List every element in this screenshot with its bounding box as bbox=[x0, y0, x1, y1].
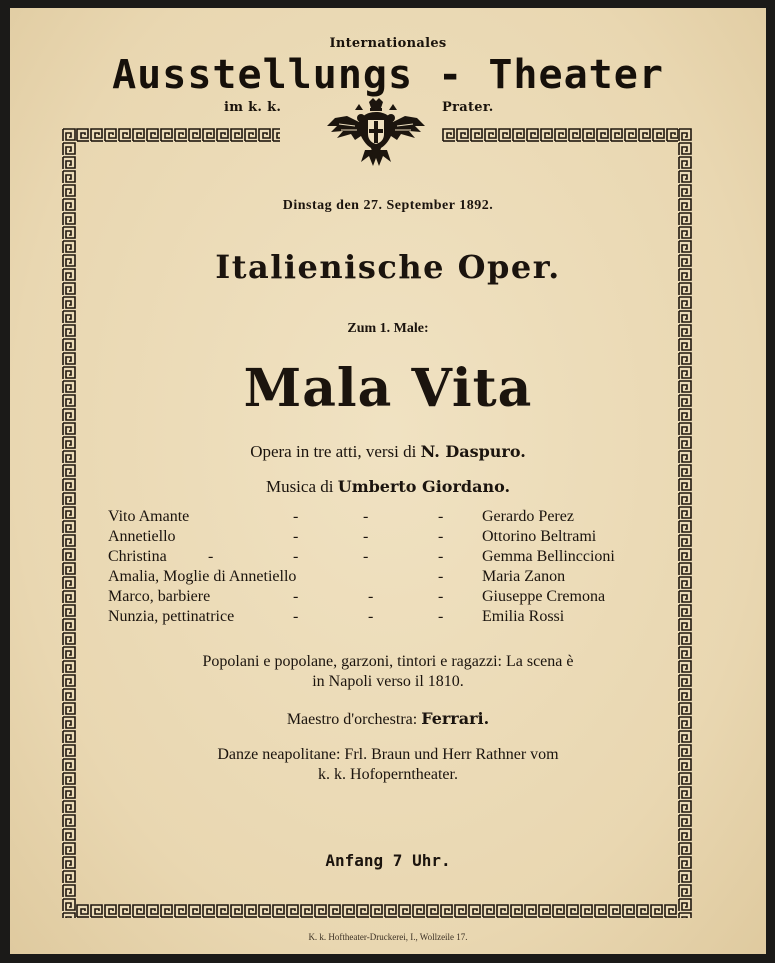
libretto-credit bbox=[10, 442, 766, 462]
cast-dash: - bbox=[368, 608, 374, 625]
cast-dash: - bbox=[438, 588, 444, 605]
conductor-credit bbox=[10, 709, 766, 729]
printer-imprint: K. k. Hoftheater-Druckerei, I., Wollzeile 17. bbox=[308, 932, 468, 942]
border-top-left bbox=[62, 128, 280, 142]
cast-role: Amalia, Moglie di Annetiello bbox=[108, 568, 297, 585]
chorus-note-line-2: in Napoli verso il 1810. bbox=[312, 673, 464, 690]
cast-dash: - bbox=[438, 608, 444, 625]
cast-row bbox=[108, 528, 668, 548]
header-kicker: Internationales bbox=[329, 36, 447, 51]
cast-dash: - bbox=[368, 588, 374, 605]
dance-credit-line-2: k. k. Hofoperntheater. bbox=[318, 766, 458, 783]
cast-singer: Gemma Bellinccioni bbox=[482, 548, 615, 565]
dance-credit bbox=[10, 745, 766, 785]
cast-dash: - bbox=[438, 528, 444, 545]
music-prefix: Musica di bbox=[265, 477, 334, 496]
composer-name: Umberto Giordano. bbox=[337, 477, 511, 496]
theater-title: Ausstellungs - Theater bbox=[112, 52, 664, 98]
cast-row bbox=[108, 548, 668, 568]
cast-row bbox=[108, 588, 668, 608]
performance-date: Dinstag den 27. September 1892. bbox=[282, 198, 494, 213]
cast-dash: - bbox=[438, 568, 444, 585]
cast-dash: - bbox=[293, 608, 299, 625]
cast-row bbox=[108, 608, 668, 628]
cast-dash: - bbox=[293, 508, 299, 525]
company-heading: Italienische Oper. bbox=[215, 248, 561, 286]
cast-role: Nunzia, pettinatrice bbox=[108, 608, 235, 625]
opera-title: Mala Vita bbox=[243, 358, 533, 419]
cast-row bbox=[108, 508, 668, 528]
header-sub-right: Prater. bbox=[442, 100, 494, 115]
conductor-prefix: Maestro d'orchestra: bbox=[286, 711, 418, 728]
cast-row bbox=[108, 568, 668, 588]
cast-singer: Ottorino Beltrami bbox=[482, 528, 597, 545]
chorus-note-line-1: Popolani e popolane, garzoni, tintori e ragazzi: La scena è bbox=[202, 653, 574, 670]
cast-dash: - bbox=[363, 508, 369, 525]
border-bottom bbox=[62, 904, 692, 918]
border-top-right bbox=[442, 128, 692, 142]
cast-dash: - bbox=[363, 528, 369, 545]
cast-singer: Emilia Rossi bbox=[482, 608, 565, 625]
cast-role: Marco, barbiere bbox=[108, 588, 211, 605]
premiere-note: Zum 1. Male: bbox=[347, 321, 429, 336]
conductor-name: Ferrari. bbox=[421, 709, 490, 728]
cast-role: Christina bbox=[108, 548, 167, 565]
cast-dash: - bbox=[293, 548, 299, 565]
start-time: Anfang 7 Uhr. bbox=[325, 851, 451, 870]
librettist-name: N. Daspuro. bbox=[420, 442, 526, 461]
playbill-page bbox=[10, 8, 766, 954]
cast-dash: - bbox=[293, 588, 299, 605]
cast-dash: - bbox=[438, 548, 444, 565]
cast-dash: - bbox=[293, 528, 299, 545]
cast-role: Annetiello bbox=[108, 528, 176, 545]
cast-dash: - bbox=[363, 548, 369, 565]
cast-singer: Gerardo Perez bbox=[482, 508, 574, 525]
border-right bbox=[678, 128, 692, 918]
cast-dash: - bbox=[438, 508, 444, 525]
libretto-prefix: Opera in tre atti, versi di bbox=[250, 442, 417, 461]
header-sub-left: im k. k. bbox=[224, 100, 282, 115]
cast-singer: Maria Zanon bbox=[482, 568, 566, 585]
cast-list bbox=[108, 508, 668, 628]
music-credit bbox=[10, 477, 766, 497]
cast-dash: - bbox=[208, 548, 214, 565]
border-left bbox=[62, 128, 76, 918]
cast-singer: Giuseppe Cremona bbox=[482, 588, 606, 605]
cast-role: Vito Amante bbox=[108, 508, 190, 525]
chorus-note bbox=[10, 652, 766, 692]
dance-credit-line-1: Danze neapolitane: Frl. Braun und Herr Rathner vom bbox=[217, 746, 559, 763]
